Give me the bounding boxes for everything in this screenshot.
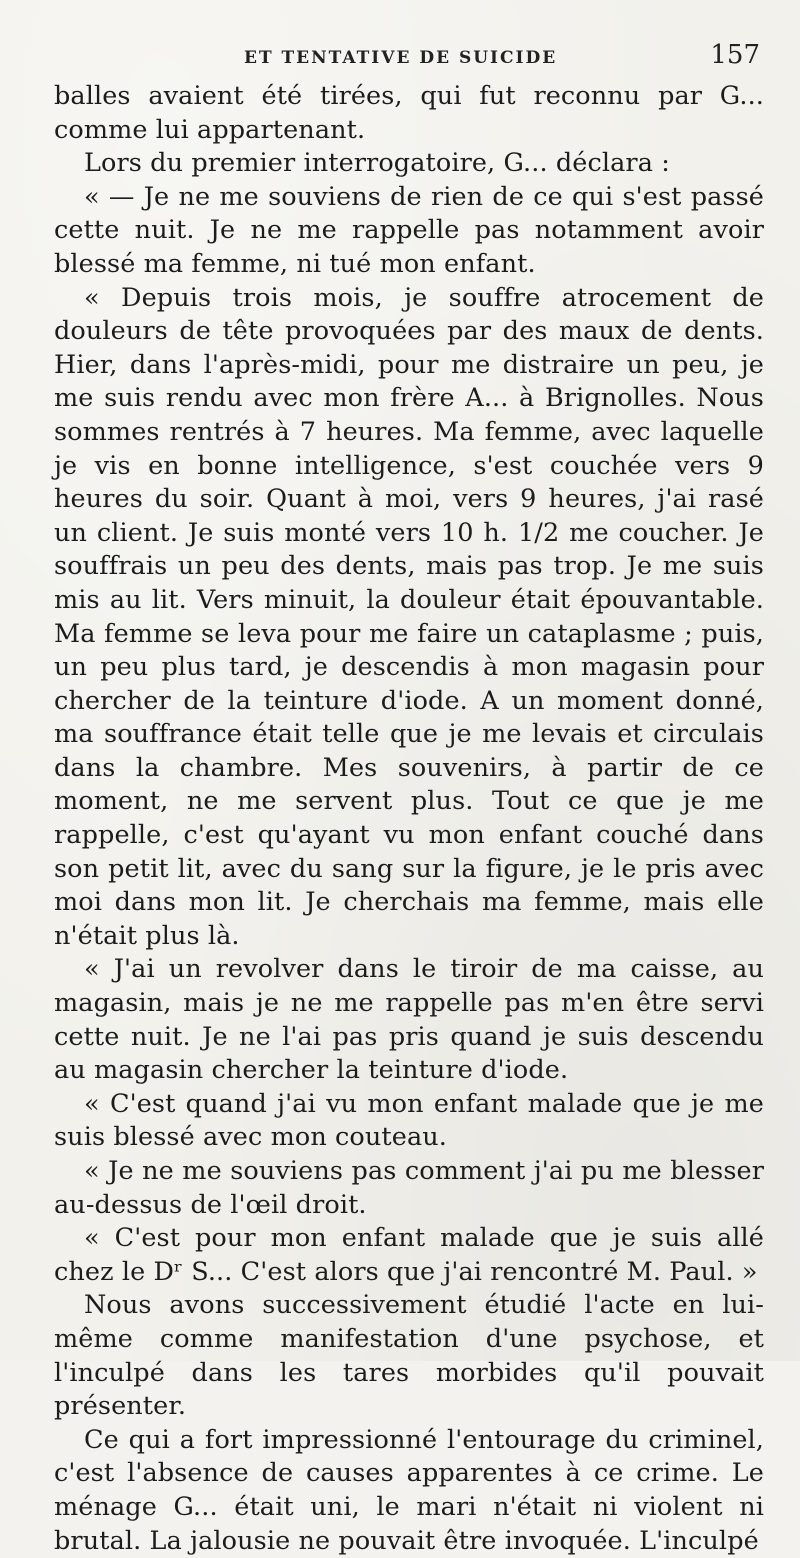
paragraph-1: balles avaient été tirées, qui fut reconnu par G... comme lui appartenant. [54,81,764,145]
page-number: 157 [710,40,760,70]
paragraph-9: Nous avons successivement étudié l'acte en lui-même comme manifestation d'une psychose, et l'inculpé dans les tares morbides qu'il pouvait présenter. [54,1290,764,1422]
running-head-title: ET TENTATIVE DE SUICIDE [244,48,558,68]
body-text [54,80,764,1558]
paragraph-10: Ce qui a fort impressionné l'entourage du criminel, c'est l'absence de causes apparentes à ce crime. Le ménage G... était uni, le mari n'était ni violent ni brutal. La jalousie ne pouvait être invoquée. L'inculpé [54,1424,764,1556]
paragraph-3: « — Je ne me souviens de rien de ce qui s'est passé cette nuit. Je ne me rappelle pas notamment avoir blessé ma femme, ni tué mon enfant. [54,181,764,279]
paragraph-2: Lors du premier interrogatoire, G... déclara : [84,148,670,179]
paragraph-7: « Je ne me souviens pas comment j'ai pu me blesser au-dessus de l'œil droit. [54,1156,764,1220]
paragraph-6: « C'est quand j'ai vu mon enfant malade que je me suis blessé avec mon couteau. [54,1088,764,1153]
running-head [54,30,760,80]
paragraph-5: « J'ai un revolver dans le tiroir de ma caisse, au magasin, mais je ne me rappelle pas m'en être servi cette nuit. Je ne l'ai pas pris quand je suis descendu au magasin chercher la teinture d'iode. [54,954,764,1086]
paragraph-4: « Depuis trois mois, je souffre atrocement de douleurs de tête provoquées par des maux de dents. Hier, dans l'après-midi, pour me distraire un peu, je me suis rendu avec mon frère A... à Brignolles. Nous sommes rentrés à 7 heures. Ma femme, avec laquelle je vis en bonne intelligence, s'est couchée vers 9 heures du soir. Quant à moi, vers 9 heures, j'ai rasé un client. Je suis monté vers 10 h. 1/2 me coucher. Je souffrais un peu des dents, mais pas trop. Je me suis mis au lit. Vers minuit, la douleur était épouvantable. Ma femme se leva pour me faire un cataplasme ; puis, un peu plus tard, je descendis à mon magasin pour chercher de la teinture d'iode. A un moment donné, ma souffrance était telle que je me levais et circulais dans la chambre. Mes souvenirs, à partir de ce moment, ne me servent plus. Tout ce que je me rappelle, c'est qu'ayant vu mon enfant couché dans son petit lit, avec du sang sur la figure, je le pris avec moi dans mon lit. Je cherchais ma femme, mais elle n'était plus là. [54,282,764,951]
paragraph-8: « C'est pour mon enfant malade que je suis allé chez le Dʳ S... C'est alors que j'ai rencontré M. Paul. » [54,1223,764,1287]
